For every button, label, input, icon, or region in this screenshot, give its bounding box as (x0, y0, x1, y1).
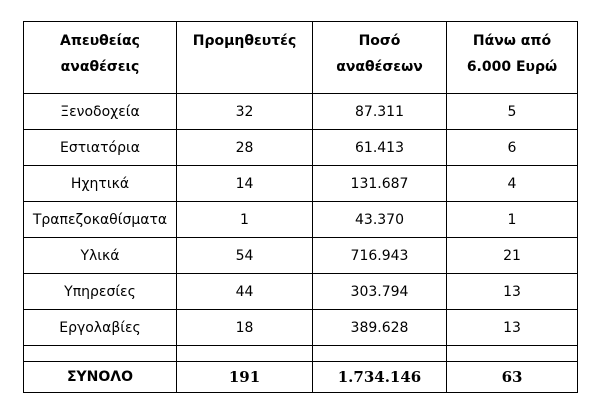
category-cell: Ξενοδοχεία (24, 94, 177, 130)
table-row (24, 94, 578, 130)
header-award-amount-line-1: Ποσό (358, 33, 401, 49)
suppliers-cell: 18 (177, 310, 313, 346)
amount-cell: 131.687 (313, 166, 447, 202)
category-cell: Υλικά (24, 238, 177, 274)
over-6000-cell: 4 (447, 166, 578, 202)
category-cell: Εστιατόρια (24, 130, 177, 166)
suppliers-cell: 28 (177, 130, 313, 166)
category-cell: Εργολαβίες (24, 310, 177, 346)
suppliers-cell: 54 (177, 238, 313, 274)
empty-row (24, 346, 578, 362)
total-amount-cell: 1.734.146 (313, 362, 447, 393)
over-6000-cell: 21 (447, 238, 578, 274)
empty-cell (447, 346, 578, 362)
header-row (24, 22, 578, 94)
total-over-6000-cell: 63 (447, 362, 578, 393)
amount-cell: 716.943 (313, 238, 447, 274)
header-award-amount (313, 22, 447, 94)
amount-cell: 43.370 (313, 202, 447, 238)
table-row (24, 202, 578, 238)
suppliers-cell: 32 (177, 94, 313, 130)
category-cell: Υπηρεσίες (24, 274, 177, 310)
total-row (24, 362, 578, 393)
over-6000-cell: 6 (447, 130, 578, 166)
empty-cell (177, 346, 313, 362)
suppliers-cell: 14 (177, 166, 313, 202)
category-cell: Τραπεζοκαθίσματα (24, 202, 177, 238)
total-suppliers-cell: 191 (177, 362, 313, 393)
amount-cell: 87.311 (313, 94, 447, 130)
header-direct-awards-line-1: Απευθείας (60, 33, 140, 49)
amount-cell: 303.794 (313, 274, 447, 310)
table-row (24, 166, 578, 202)
table-row (24, 130, 578, 166)
header-direct-awards-line-2: αναθέσεις (60, 59, 140, 75)
header-over-6000-line-2: 6.000 Ευρώ (466, 59, 558, 75)
header-suppliers-line-1: Προμηθευτές (192, 33, 297, 49)
over-6000-cell: 13 (447, 274, 578, 310)
over-6000-cell: 13 (447, 310, 578, 346)
table-row (24, 310, 578, 346)
table-row (24, 274, 578, 310)
over-6000-cell: 1 (447, 202, 578, 238)
suppliers-cell: 44 (177, 274, 313, 310)
empty-cell (313, 346, 447, 362)
direct-awards-table (23, 21, 578, 393)
suppliers-cell: 1 (177, 202, 313, 238)
header-suppliers (177, 22, 313, 94)
header-direct-awards (24, 22, 177, 94)
amount-cell: 61.413 (313, 130, 447, 166)
category-cell: Ηχητικά (24, 166, 177, 202)
over-6000-cell: 5 (447, 94, 578, 130)
header-over-6000 (447, 22, 578, 94)
amount-cell: 389.628 (313, 310, 447, 346)
header-award-amount-line-2: αναθέσεων (336, 59, 423, 75)
empty-cell (24, 346, 177, 362)
total-label-cell: ΣΥΝΟΛΟ (24, 362, 177, 393)
header-over-6000-line-1: Πάνω από (472, 33, 552, 49)
table-row (24, 238, 578, 274)
